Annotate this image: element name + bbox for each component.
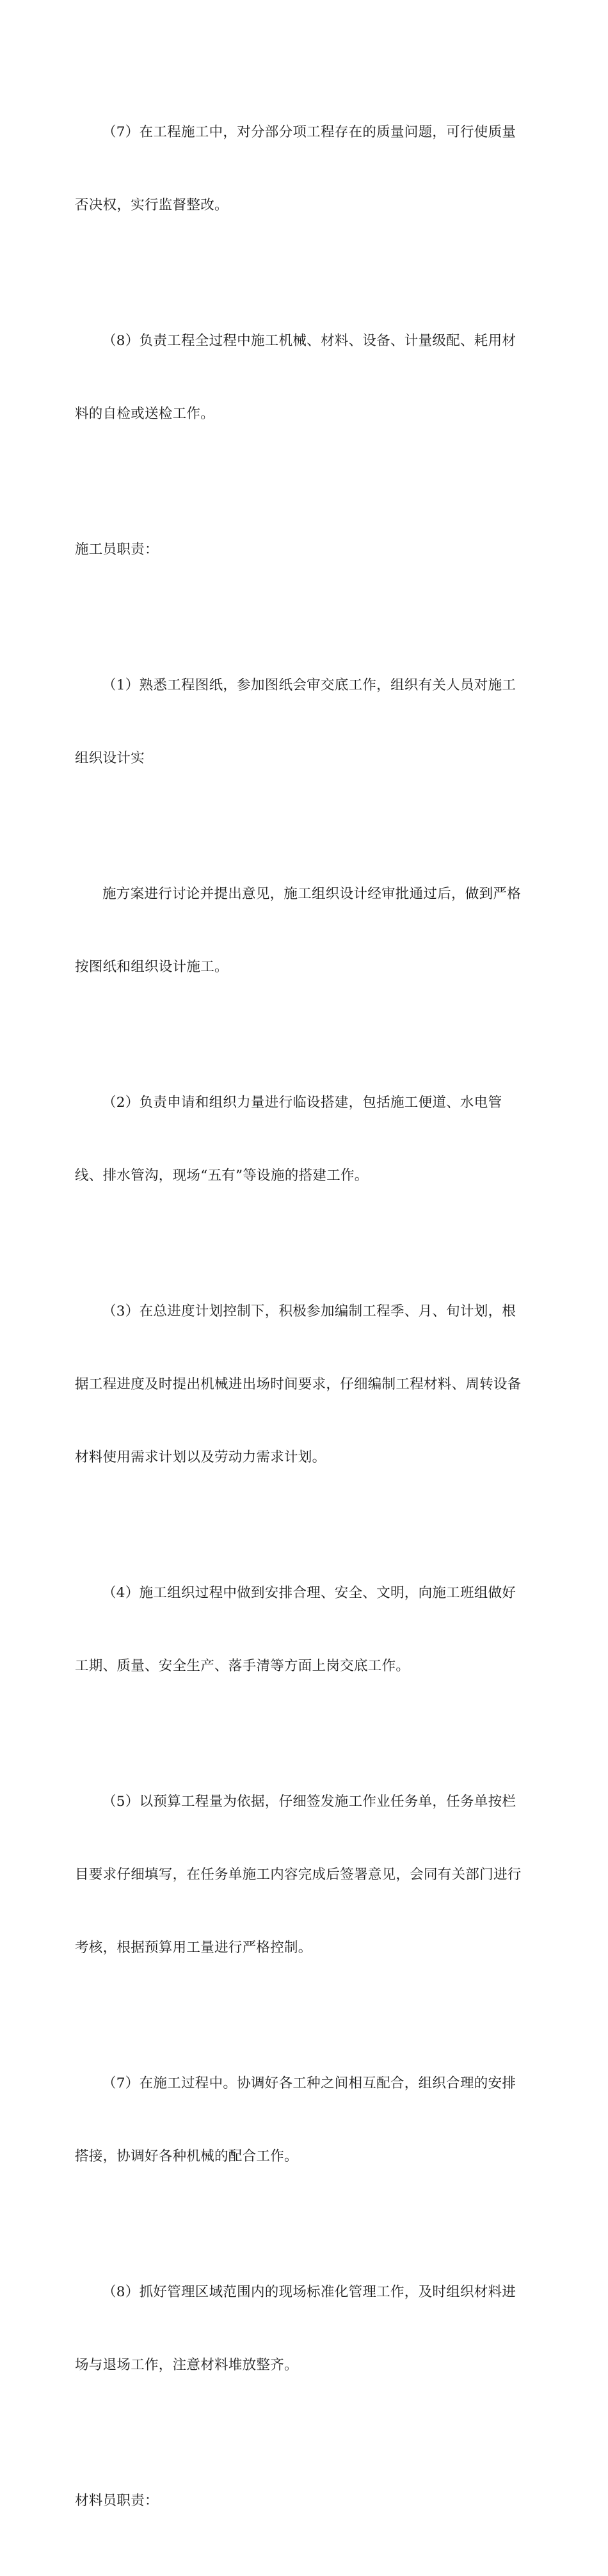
text-line: （2）负责申请和组织力量进行临设搭建，包括施工便道、水电管 xyxy=(102,1095,502,1111)
text-line: （5）以预算工程量为依据，仔细签发施工作业任务单，任务单按栏 xyxy=(102,1794,516,1810)
text-line: 工期、质量、安全生产、落手清等方面上岗交底工作。 xyxy=(75,1658,410,1674)
paragraph-duty-7 xyxy=(75,2023,533,2218)
section-heading-construction-officer xyxy=(75,489,533,611)
text-line: 线、排水管沟，现场“五有”等设施的搭建工作。 xyxy=(75,1168,369,1184)
text-line: 否决权，实行监督整改。 xyxy=(75,197,228,213)
text-line: 按图纸和组织设计施工。 xyxy=(75,959,228,975)
paragraph-duty-1-continued xyxy=(75,833,533,1028)
text-line: 组织设计实 xyxy=(75,750,145,766)
document-body xyxy=(75,72,533,2576)
text-line: 场与退场工作，注意材料堆放整齐。 xyxy=(75,2357,298,2373)
text-line: （1）熟悉工程图纸，参加图纸会审交底工作，组织有关人员对施工 xyxy=(102,677,516,693)
text-line: （7）在施工过程中。协调好各工种之间相互配合，组织合理的安排 xyxy=(102,2075,516,2091)
text-line: 材料使用需求计划以及劳动力需求计划。 xyxy=(75,1449,326,1465)
paragraph-duty-4 xyxy=(75,1533,533,1727)
heading-text: 施工员职责： xyxy=(75,542,159,558)
text-line: （4）施工组织过程中做到安排合理、安全、文明，向施工班组做好 xyxy=(102,1585,516,1601)
text-line: （7）在工程施工中，对分部分项工程存在的质量问题，可行使质量 xyxy=(102,124,516,140)
section-heading-materials-officer xyxy=(75,2440,533,2562)
text-line: 搭接，协调好各种机械的配合工作。 xyxy=(75,2148,298,2164)
paragraph-qc-item-8 xyxy=(75,280,533,475)
paragraph-qc-item-7 xyxy=(75,72,533,266)
text-line: （8）负责工程全过程中施工机械、材料、设备、计量级配、耗用材 xyxy=(102,333,516,349)
text-line: 据工程进度及时提出机械进出场时间要求，仔细编制工程材料、周转设备 xyxy=(75,1376,522,1392)
paragraph-duty-5 xyxy=(75,1741,533,2009)
text-line: 目要求仔细填写，在任务单施工内容完成后签署意见，会同有关部门进行 xyxy=(75,1867,522,1883)
text-line: 料的自检或送检工作。 xyxy=(75,406,215,422)
heading-text: 材料员职责： xyxy=(75,2493,159,2509)
text-line: （3）在总进度计划控制下，积极参加编制工程季、月、旬计划，根 xyxy=(102,1303,516,1319)
text-line: 施方案进行讨论并提出意见，施工组织设计经审批通过后，做到严格 xyxy=(102,886,522,902)
paragraph-duty-1 xyxy=(75,625,533,819)
text-line: 考核，根据预算用工量进行严格控制。 xyxy=(75,1940,312,1956)
paragraph-duty-2 xyxy=(75,1042,533,1237)
paragraph-duty-8 xyxy=(75,2232,533,2426)
paragraph-duty-3 xyxy=(75,1251,533,1518)
text-line: （8）抓好管理区域范围内的现场标准化管理工作，及时组织材料进 xyxy=(102,2284,516,2300)
